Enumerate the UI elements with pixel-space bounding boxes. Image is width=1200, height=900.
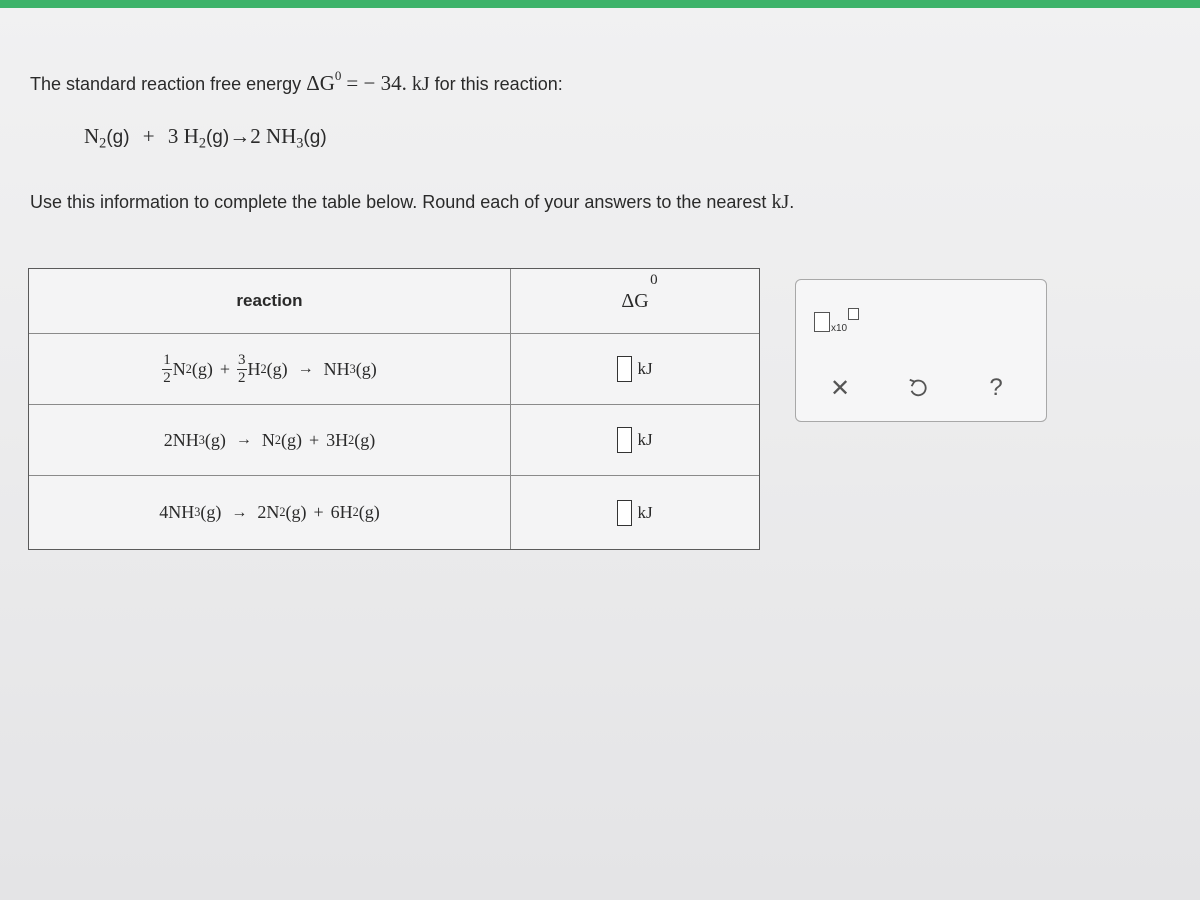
answer-input-2[interactable]	[617, 427, 632, 453]
instruction-text: Use this information to complete the table below. Round each of your answers to the nearest kJ.	[30, 191, 795, 213]
question-line	[30, 68, 563, 96]
notation-base-box	[814, 312, 830, 332]
table-header-row	[29, 269, 759, 334]
reaction-equation-3: 4 NH 3 (g) → 2 N 2 (g) + 6 H 2 (g)	[159, 502, 380, 522]
top-accent-bar	[0, 0, 1200, 8]
scientific-notation-button[interactable]	[814, 308, 860, 334]
delta-g-value: = − 34.	[346, 71, 407, 96]
table-row	[29, 405, 759, 476]
undo-icon	[907, 377, 929, 399]
header-delta-g: ΔG 0	[621, 271, 658, 312]
answer-field-2	[617, 427, 652, 453]
close-x-icon: ✕	[829, 374, 851, 402]
reaction-arrow: →	[229, 124, 251, 148]
answer-unit-2: kJ	[637, 430, 653, 449]
table-row	[29, 476, 759, 549]
delta-g-symbol: $\Delta G^0$	[306, 68, 342, 96]
delta-g-unit: kJ	[411, 73, 430, 96]
reaction-equation-1: $\frac{1}{2}$ N 2 (g) + $\frac{3}{2}$ H 2 (g) → NH 3 (g)	[163, 351, 377, 386]
answer-field-1	[617, 356, 652, 382]
question-intro: The standard reaction free energy	[30, 74, 302, 95]
help-button[interactable]	[982, 374, 1010, 402]
answer-unit-1: kJ	[637, 359, 653, 378]
question-mark-icon: ?	[989, 374, 1003, 401]
notation-exponent-box	[848, 308, 859, 320]
notation-label: x10	[831, 323, 848, 334]
answer-field-3	[617, 500, 652, 526]
clear-button[interactable]	[826, 374, 854, 402]
reaction-equation-2: 2 NH 3 (g) → N 2 (g) + 3 H 2 (g)	[163, 429, 376, 450]
answer-unit-3: kJ	[637, 502, 653, 522]
given-reaction: $N_2(g) + 3$ $H_2(g)\to 2$ $NH_3(g)$	[84, 124, 327, 152]
undo-button[interactable]	[904, 374, 932, 402]
question-suffix: for this reaction:	[434, 74, 563, 95]
answer-table	[28, 268, 760, 550]
answer-tools-panel	[795, 279, 1047, 422]
table-row	[29, 334, 759, 405]
header-reaction: reaction	[236, 291, 303, 310]
answer-input-1[interactable]	[617, 356, 632, 382]
answer-input-3[interactable]	[617, 500, 632, 526]
